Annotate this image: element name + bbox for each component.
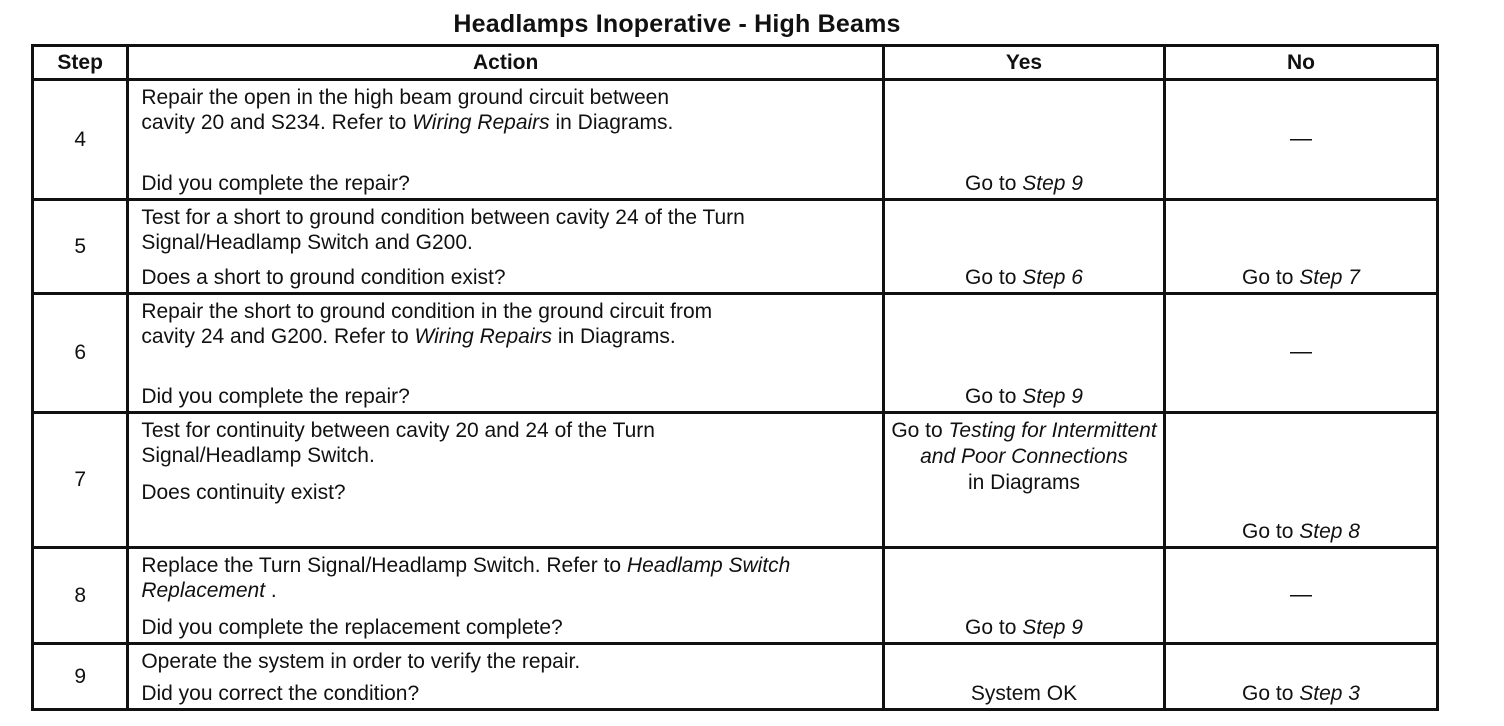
no-outcome-dash: — — [1290, 581, 1312, 607]
step-number: 5 — [33, 200, 128, 294]
page-title: Headlamps Inoperative - High Beams — [453, 10, 901, 38]
yes-cell — [884, 200, 1165, 294]
step-number: 8 — [33, 548, 128, 644]
step-number: 6 — [33, 294, 128, 413]
yes-cell — [884, 80, 1165, 200]
no-cell — [1165, 413, 1438, 548]
action-text: Test for continuity between cavity 20 and 24 of the Turn Signal/Headlamp Switch. — [141, 419, 655, 467]
no-cell — [1165, 548, 1438, 644]
yes-cell — [884, 548, 1165, 644]
yes-outcome: Go to Testing for Intermittent and Poor Connections in Diagrams — [891, 419, 1157, 494]
header-no: No — [1165, 46, 1438, 80]
table-row — [33, 80, 1438, 200]
troubleshooting-table — [31, 44, 1439, 711]
header-yes: Yes — [884, 46, 1165, 80]
no-outcome-dash: — — [1290, 338, 1312, 364]
action-cell — [128, 80, 884, 200]
header-action: Action — [128, 46, 884, 80]
action-cell — [128, 413, 884, 548]
step-number: 7 — [33, 413, 128, 548]
question-text: Did you complete the replacement complete? — [141, 616, 563, 639]
reference-link: Headlamp Switch Replacement — [141, 554, 791, 602]
question-text: Does continuity exist? — [141, 481, 346, 504]
no-cell — [1165, 200, 1438, 294]
table-row — [33, 548, 1438, 644]
yes-outcome: Go to Step 9 — [965, 616, 1083, 639]
no-outcome: Go to Step 3 — [1242, 682, 1360, 705]
yes-cell — [884, 294, 1165, 413]
question-text: Did you correct the condition? — [141, 682, 420, 705]
action-cell — [128, 200, 884, 294]
no-outcome: Go to Step 8 — [1242, 520, 1360, 543]
yes-outcome: Go to Step 9 — [965, 385, 1083, 408]
header-step: Step — [33, 46, 128, 80]
yes-outcome: System OK — [970, 682, 1078, 705]
no-cell — [1165, 80, 1438, 200]
step-number: 9 — [33, 644, 128, 710]
action-text: Operate the system in order to verify the repair. — [141, 650, 581, 673]
step-number: 4 — [33, 80, 128, 200]
yes-cell — [884, 413, 1165, 548]
table-row — [33, 200, 1438, 294]
header-row — [33, 46, 1438, 80]
table-row — [33, 294, 1438, 413]
action-cell — [128, 644, 884, 710]
no-cell — [1165, 294, 1438, 413]
table-row — [33, 644, 1438, 710]
reference-link: Wiring Repairs — [414, 325, 552, 348]
no-outcome-dash: — — [1290, 125, 1312, 151]
question-text: Does a short to ground condition exist? — [141, 266, 506, 289]
reference-link: Wiring Repairs — [412, 111, 550, 134]
yes-outcome: Go to Step 6 — [965, 266, 1083, 289]
action-text: Replace the Turn Signal/Headlamp Switch. Refer to Headlamp Switch Replacement . — [141, 554, 791, 602]
action-text: Test for a short to ground condition between cavity 24 of the Turn Signal/Headlamp Switch and G200. — [141, 206, 745, 254]
no-outcome: Go to Step 7 — [1242, 266, 1360, 289]
yes-cell — [884, 644, 1165, 710]
table-row — [33, 413, 1438, 548]
no-cell — [1165, 644, 1438, 710]
question-text: Did you complete the repair? — [141, 172, 410, 195]
question-text: Did you complete the repair? — [141, 385, 410, 408]
action-cell — [128, 294, 884, 413]
yes-outcome: Go to Step 9 — [965, 172, 1083, 195]
action-text: Repair the short to ground condition in the ground circuit from cavity 24 and G200. Refer to Wiring Repairs in Diagrams. — [141, 300, 713, 348]
action-text: Repair the open in the high beam ground circuit between cavity 20 and S234. Refer to Wiring Repairs in Diagrams. — [141, 86, 674, 134]
action-cell — [128, 548, 884, 644]
